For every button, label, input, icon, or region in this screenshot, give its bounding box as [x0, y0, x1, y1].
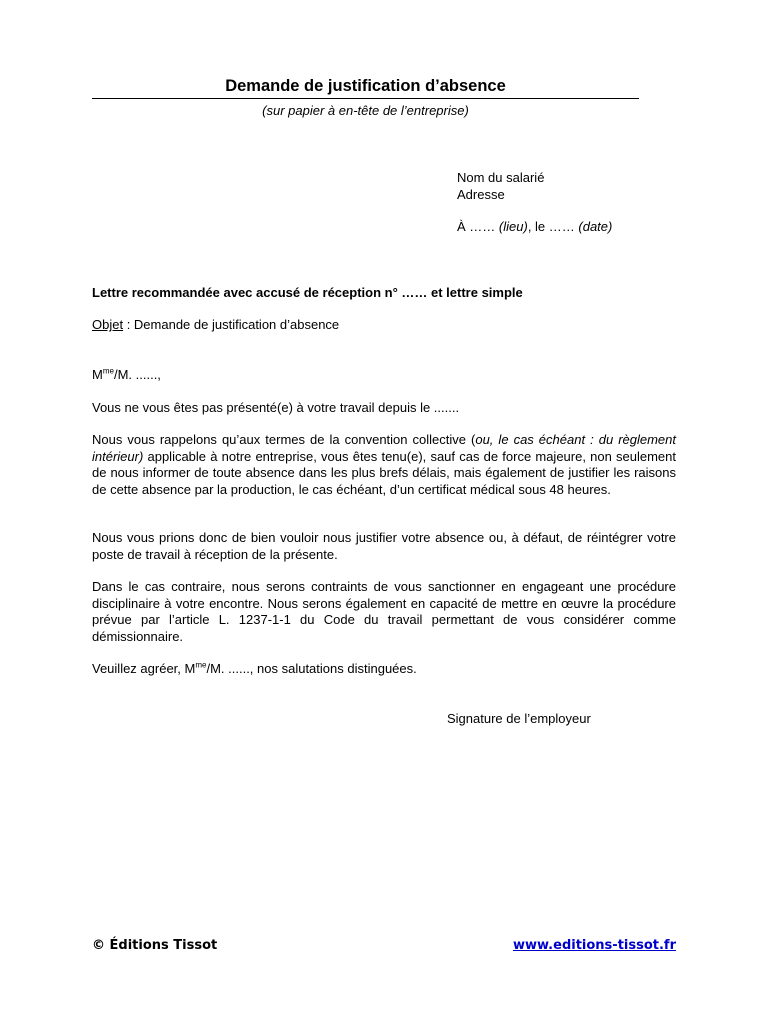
- paragraph-5-sup: me: [195, 660, 207, 670]
- paragraph-2-end: applicable à notre entreprise, vous êtes tenu(e), sauf cas de force majeure, non seulement de nous informer de toute absence dans les plus brefs délais, mais également de justifier les raisons de cette absence par la production, le cas échéant, d’un certificat médical sous 48 heures.: [92, 448, 676, 497]
- object-label: Objet: [92, 317, 124, 332]
- paragraph-4: Dans le cas contraire, nous serons contraints de vous sanctionner en engageant une procédure disciplinaire à votre encontre. Nous serons également en capacité de mettre en œuvre la procédure prévue par l’article L. 1237-1-1 du Code du travail permettant de vous considérer comme démissionnaire.: [92, 579, 676, 644]
- salutation-m: M: [92, 367, 103, 382]
- object-line: [92, 317, 676, 334]
- signature-line: Signature de l’employeur: [447, 711, 591, 726]
- footer-copyright: © Éditions Tissot: [92, 938, 218, 953]
- paragraph-3: Nous vous prions donc de bien vouloir nous justifier votre absence ou, à défaut, de réintégrer votre poste de travail à réception de la présente.: [92, 530, 676, 562]
- paragraph-1: Vous ne vous êtes pas présenté(e) à votre travail depuis le .......: [92, 400, 460, 415]
- salutation: [92, 367, 676, 384]
- date-prefix: , le ……: [527, 219, 579, 234]
- letter-type: Lettre recommandée avec accusé de réception n° …… et lettre simple: [92, 285, 523, 300]
- document-subtitle: (sur papier à en-tête de l’entreprise): [262, 103, 469, 118]
- place-prefix: À ……: [457, 219, 499, 234]
- paragraph-2-italic: ou, le cas échéant : du règlement intérieur): [92, 432, 677, 464]
- paragraph-5-end: /M. ......, nos salutations distinguées.: [206, 661, 417, 676]
- place-label: (lieu): [498, 219, 528, 234]
- footer-website-link[interactable]: www.editions-tissot.fr: [512, 938, 676, 953]
- paragraph-5-start: Veuillez agréer, M: [92, 661, 196, 676]
- object-text: : Demande de justification d’absence: [123, 317, 340, 332]
- date-label: (date): [578, 219, 613, 234]
- salutation-rest: /M. ......,: [113, 367, 161, 382]
- paragraph-2: [92, 432, 676, 498]
- recipient-block: [457, 170, 612, 236]
- place-date-line: [457, 219, 612, 236]
- document-title: Demande de justification d’absence: [92, 77, 639, 99]
- paragraph-5: [92, 661, 676, 678]
- recipient-name: Nom du salarié: [457, 170, 545, 185]
- recipient-address: Adresse: [457, 186, 505, 202]
- salutation-sup: me: [102, 366, 114, 376]
- paragraph-2-start: Nous vous rappelons qu’aux termes de la convention collective (: [92, 432, 476, 447]
